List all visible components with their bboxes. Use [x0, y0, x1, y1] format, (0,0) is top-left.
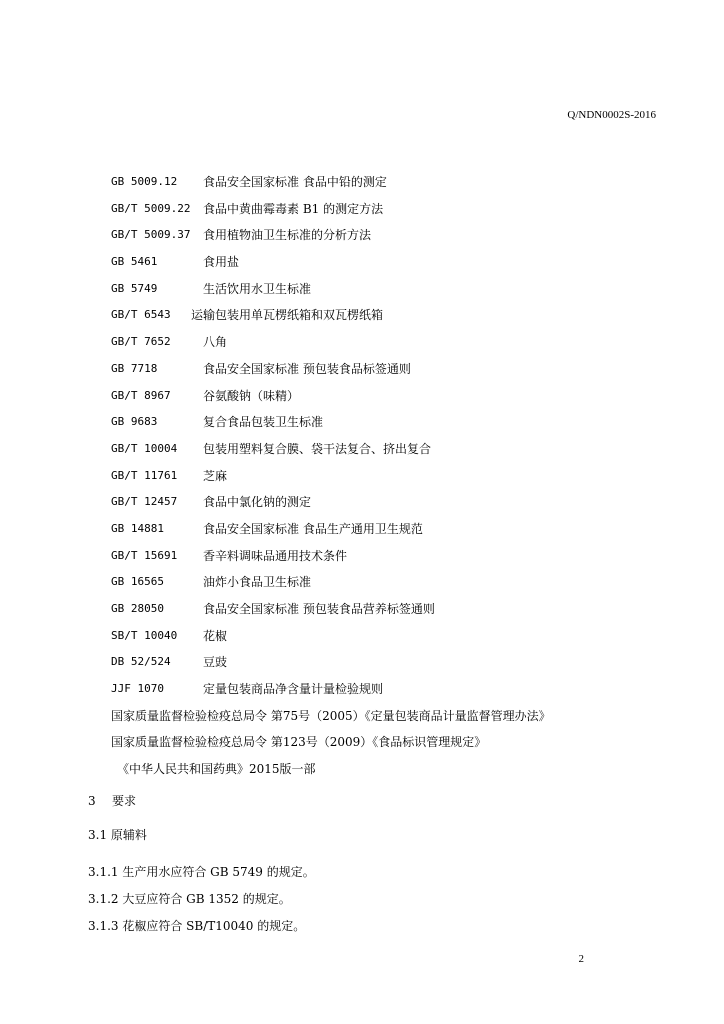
- reference-row: [111, 572, 671, 599]
- requirement-item: 3.1.2 大豆应符合 GB 1352 的规定。: [88, 892, 291, 906]
- reference-row: [111, 386, 671, 413]
- reference-title: 香辛料调味品通用技术条件: [203, 548, 348, 563]
- reference-code: GB/T 8967: [111, 388, 171, 402]
- reference-row: [111, 492, 671, 519]
- reference-row: [111, 252, 671, 279]
- reference-code: GB 5749: [111, 281, 158, 295]
- reference-title: 芝麻: [203, 468, 228, 483]
- reference-title: 食品安全国家标准 食品中铅的测定: [203, 175, 387, 189]
- section-number: 3: [88, 794, 96, 808]
- requirement-item: 3.1.1 生产用水应符合 GB 5749 的规定。: [88, 865, 315, 879]
- reference-code: GB 5009.12: [111, 175, 178, 188]
- reference-title: 花椒: [203, 628, 228, 643]
- reference-code: SB/T 10040: [111, 628, 178, 642]
- normative-references-list: [111, 172, 671, 786]
- reference-row: [111, 305, 671, 332]
- reference-code: GB/T 7652: [111, 335, 171, 349]
- reference-row: [111, 172, 671, 199]
- regulation-note: 《中华人民共和国药典》2015版一部: [117, 762, 316, 777]
- regulation-note: 国家质量监督检验检疫总局令 第123号（2009）《食品标识管理规定》: [111, 735, 487, 750]
- reference-title: 谷氨酸钠（味精）: [203, 388, 300, 403]
- reference-row: [111, 466, 671, 493]
- reference-title: 油炸小食品卫生标准: [203, 575, 312, 590]
- reference-row: [111, 199, 671, 226]
- reference-code: GB 16565: [111, 575, 164, 589]
- reference-title: 食用植物油卫生标准的分析方法: [203, 228, 372, 243]
- regulation-note: 国家质量监督检验检疫总局令 第75号（2005）《定量包装商品计量监督管理办法》: [111, 708, 551, 723]
- reference-code: JJF 1070: [111, 682, 164, 696]
- reference-row: [111, 599, 671, 626]
- reference-code: GB 14881: [111, 521, 164, 535]
- section-title: 要求: [112, 794, 137, 808]
- reference-title: 食品中氯化钠的测定: [203, 495, 312, 510]
- reference-title: 食用盐: [203, 255, 240, 270]
- reference-title: 生活饮用水卫生标准: [203, 281, 312, 296]
- reference-title: 包装用塑料复合膜、袋干法复合、挤出复合: [203, 441, 432, 456]
- reference-title: 食品安全国家标准 食品生产通用卫生规范: [203, 521, 423, 536]
- reference-row: [111, 652, 671, 679]
- reference-title: 八角: [203, 335, 228, 350]
- document-code: Q/NDN0002S-2016: [567, 109, 656, 121]
- reference-row: [111, 626, 671, 653]
- requirement-item: 3.1.3 花椒应符合 SB/T10040 的规定。: [88, 919, 306, 933]
- reference-code: GB 7718: [111, 361, 158, 375]
- reference-row: [111, 279, 671, 306]
- reference-code: GB 5461: [111, 255, 158, 269]
- reference-row: [111, 359, 671, 386]
- reference-code: GB/T 11761: [111, 468, 178, 482]
- section-3-1-heading: 3.1 原辅料: [88, 828, 147, 842]
- reference-code: GB 28050: [111, 602, 164, 615]
- reference-code: GB/T 6543: [111, 308, 171, 322]
- reference-row: [111, 225, 671, 252]
- reference-row: [111, 546, 671, 573]
- reference-row: [111, 519, 671, 546]
- reference-code: DB 52/524: [111, 655, 171, 669]
- reference-code: GB/T 15691: [111, 548, 178, 562]
- reference-code: GB/T 5009.22: [111, 201, 191, 215]
- reference-title: 复合食品包装卫生标准: [203, 415, 324, 430]
- reference-title: 豆豉: [203, 655, 228, 670]
- reference-title: 定量包装商品净含量计量检验规则: [203, 682, 384, 697]
- reference-title: 食品安全国家标准 预包装食品标签通则: [203, 361, 411, 376]
- reference-row: [111, 412, 671, 439]
- page-number: 2: [578, 953, 584, 965]
- section-3-heading: [88, 792, 136, 809]
- reference-code: GB/T 10004: [111, 441, 178, 455]
- reference-code: GB/T 12457: [111, 495, 178, 509]
- reference-title: 食品安全国家标准 预包装食品营养标签通则: [203, 602, 435, 616]
- reference-title: 食品中黄曲霉毒素 B1 的测定方法: [203, 201, 384, 216]
- reference-code: GB 9683: [111, 415, 158, 429]
- reference-row: [111, 679, 671, 706]
- reference-code: GB/T 5009.37: [111, 228, 191, 242]
- reference-title: 运输包装用单瓦楞纸箱和双瓦楞纸箱: [191, 308, 384, 323]
- reference-row: [111, 332, 671, 359]
- reference-row: [111, 439, 671, 466]
